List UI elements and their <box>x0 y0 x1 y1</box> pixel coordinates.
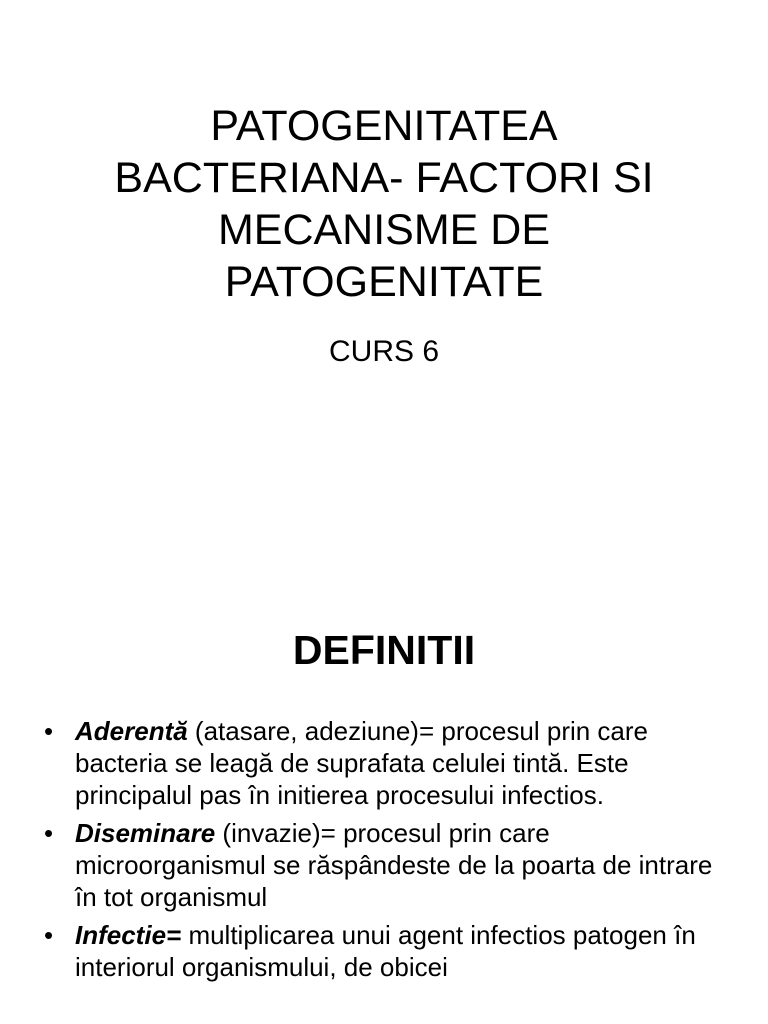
definitions-heading: DEFINITII <box>292 627 476 673</box>
definition-text: multiplicarea unui agent infectios patogen în interiorul organismului, de obicei <box>75 920 696 982</box>
course-subtitle: CURS 6 <box>328 335 440 368</box>
definition-text: (atasare, adeziune)= procesul prin care bacteria se leagă de suprafata celulei tintă. Este principalul pas în initierea procesului infectios. <box>75 716 649 810</box>
title-line: MECANISME DE <box>217 206 551 254</box>
definition-item-aderenta <box>0 715 768 811</box>
definition-term: Infectie= <box>75 920 182 950</box>
title-line: PATOGENITATE <box>224 258 544 306</box>
bullet-icon: • <box>44 716 54 746</box>
definition-item-diseminare <box>0 817 768 913</box>
definition-term: Aderentă <box>75 716 188 746</box>
presentation-title <box>40 100 728 308</box>
definitions-list <box>0 715 768 989</box>
title-line: BACTERIANA- FACTORI SI <box>114 154 654 202</box>
definitions-slide <box>0 600 768 1024</box>
definition-term: Diseminare <box>75 818 216 848</box>
definition-item-infectie <box>0 919 768 983</box>
bullet-icon: • <box>44 818 54 848</box>
title-line: PATOGENITATEA <box>210 102 558 150</box>
definition-text: (invazie)= procesul prin care microorganismul se răspândeste de la poarta de intrare în tot organismul <box>75 818 713 912</box>
bullet-icon: • <box>44 920 54 950</box>
